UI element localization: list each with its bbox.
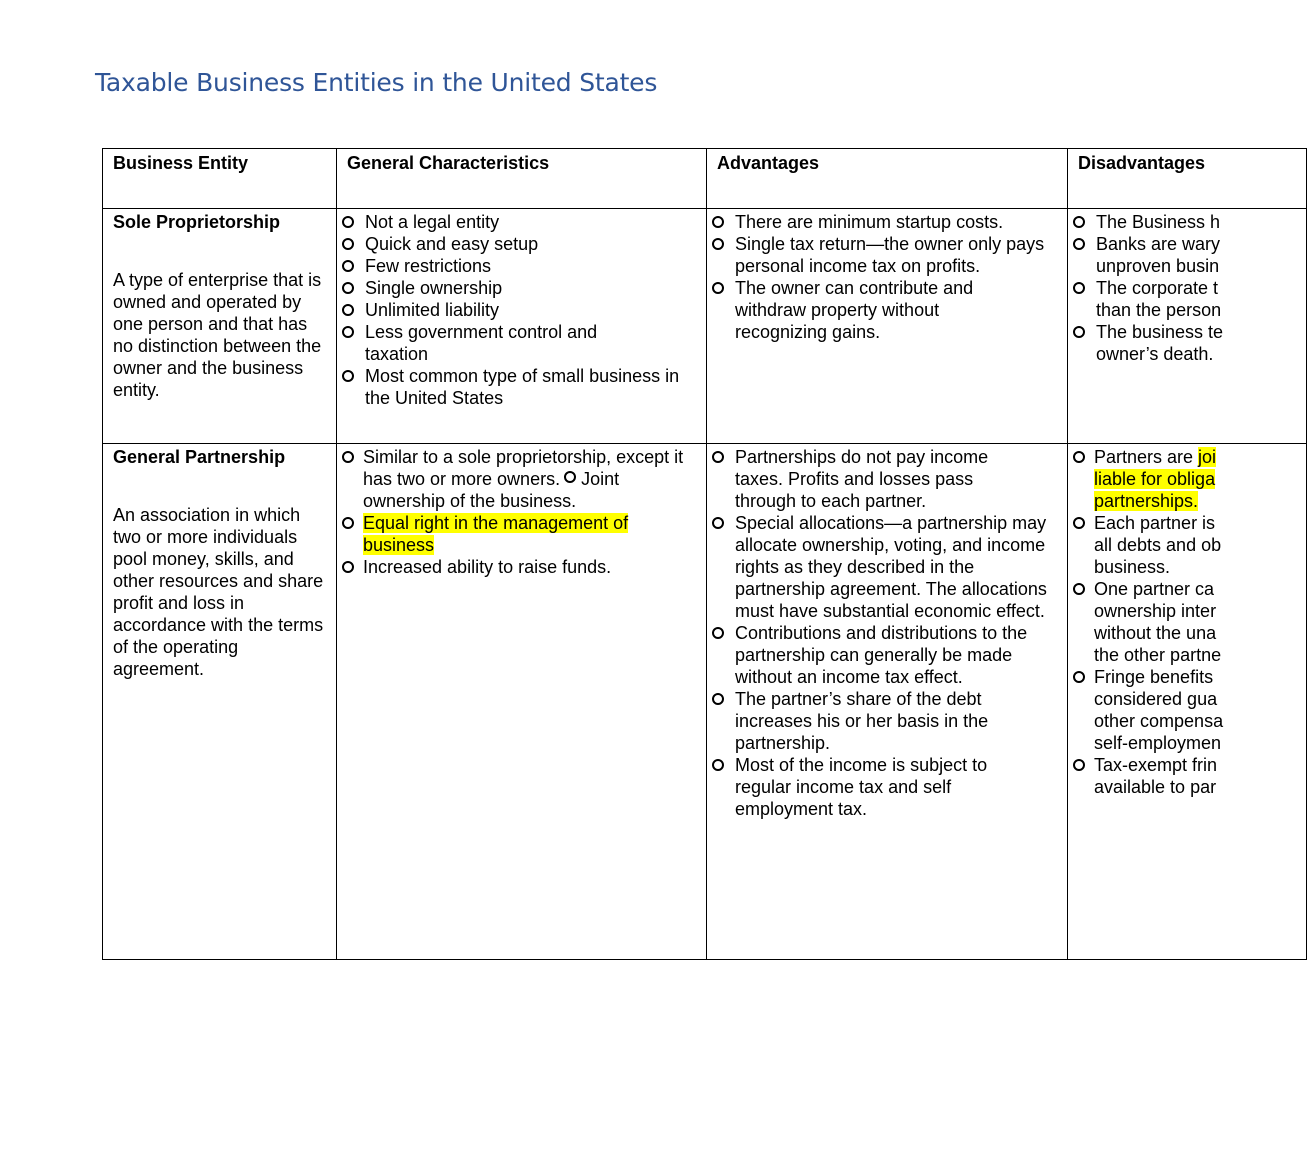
advantages-list bbox=[707, 209, 1067, 343]
list-item bbox=[341, 512, 702, 556]
table-header-row bbox=[103, 149, 1307, 209]
disadvantages-list bbox=[1068, 209, 1306, 365]
list-item bbox=[1072, 578, 1302, 666]
list-item-line: business. bbox=[1094, 557, 1171, 577]
list-item: Unlimited liability bbox=[341, 299, 702, 321]
list-item: Most of the income is subject to regular income tax and self employment tax. bbox=[711, 754, 1063, 820]
list-item: Contributions and distributions to the partnership can generally be made without an income tax effect. bbox=[711, 622, 1063, 688]
header-general-characteristics: General Characteristics bbox=[337, 149, 707, 209]
list-item-line: all debts and ob bbox=[1094, 535, 1222, 555]
advantages-cell bbox=[707, 209, 1068, 444]
list-item: The Business h bbox=[1072, 211, 1302, 233]
list-item-line: unproven busin bbox=[1096, 256, 1220, 276]
list-item: Few restrictions bbox=[341, 255, 702, 277]
highlighted-text: partnerships. bbox=[1094, 491, 1199, 511]
entity-description: A type of enterprise that is owned and operated by one person and that has no distinction between the owner and the business entity. bbox=[113, 270, 322, 400]
list-item bbox=[1072, 446, 1302, 512]
characteristics-cell bbox=[337, 209, 707, 444]
header-disadvantages: Disadvantages bbox=[1068, 149, 1307, 209]
list-item: The partner’s share of the debt increases his or her basis in the partnership. bbox=[711, 688, 1063, 754]
list-item-line: Each partner is bbox=[1094, 513, 1216, 533]
list-item bbox=[1072, 666, 1302, 754]
entities-table-wrapper bbox=[102, 148, 1224, 964]
list-item: The owner can contribute and withdraw property without recognizing gains. bbox=[711, 277, 1063, 343]
list-item-text: Similar to a sole proprietorship, except it has two or more owners. bbox=[363, 447, 684, 489]
list-item-line: considered gua bbox=[1094, 689, 1218, 709]
table-row bbox=[103, 209, 1307, 444]
list-item-line: than the person bbox=[1096, 300, 1222, 320]
list-item: Most common type of small business in the United States bbox=[341, 365, 702, 409]
characteristics-cell bbox=[337, 444, 707, 960]
list-item: Less government control and taxation bbox=[341, 321, 702, 365]
list-item-text: Joint ownership of the business. bbox=[363, 469, 620, 511]
highlighted-text: liable for obliga bbox=[1094, 469, 1216, 489]
list-item-line: The business te bbox=[1096, 322, 1224, 342]
list-item: There are minimum startup costs. bbox=[711, 211, 1063, 233]
characteristics-list bbox=[337, 444, 706, 578]
bullet-icon bbox=[564, 471, 576, 483]
list-item bbox=[1072, 512, 1302, 578]
list-item-line: The corporate t bbox=[1096, 278, 1219, 298]
advantages-list bbox=[707, 444, 1067, 820]
entity-cell bbox=[103, 209, 337, 444]
list-item bbox=[1072, 277, 1302, 321]
list-item-line: Banks are wary bbox=[1096, 234, 1221, 254]
list-item-line: ownership inter bbox=[1094, 601, 1217, 621]
list-item bbox=[1072, 321, 1302, 365]
header-advantages: Advantages bbox=[707, 149, 1068, 209]
list-item: Special allocations—a partnership may allocate ownership, voting, and income rights as they described in the partnership agreement. The allocations must have substantial economic effect. bbox=[711, 512, 1063, 622]
characteristics-list bbox=[337, 209, 706, 409]
list-item: Single ownership bbox=[341, 277, 702, 299]
list-item-line: without the una bbox=[1094, 623, 1217, 643]
entity-cell bbox=[103, 444, 337, 960]
list-item: Not a legal entity bbox=[341, 211, 702, 233]
list-item-line: owner’s death. bbox=[1096, 344, 1214, 364]
list-item-line: Fringe benefits bbox=[1094, 667, 1214, 687]
disadvantages-cell bbox=[1068, 209, 1307, 444]
list-item bbox=[1072, 754, 1302, 798]
highlighted-text: Equal right in the management of business bbox=[363, 513, 629, 555]
list-item: Increased ability to raise funds. bbox=[341, 556, 702, 578]
list-item-line: other compensa bbox=[1094, 711, 1224, 731]
list-item-line: One partner ca bbox=[1094, 579, 1215, 599]
list-item: Single tax return—the owner only pays personal income tax on profits. bbox=[711, 233, 1063, 277]
document-title: Taxable Business Entities in the United States bbox=[95, 68, 658, 97]
list-item: Quick and easy setup bbox=[341, 233, 702, 255]
disadvantages-list bbox=[1068, 444, 1306, 798]
entities-table bbox=[102, 148, 1307, 960]
entity-name: General Partnership bbox=[113, 447, 286, 467]
list-item-line: self-employmen bbox=[1094, 733, 1222, 753]
list-item-line: Tax-exempt frin bbox=[1094, 755, 1218, 775]
header-business-entity: Business Entity bbox=[103, 149, 337, 209]
list-item bbox=[341, 446, 702, 512]
list-item: Partnerships do not pay income taxes. Profits and losses pass through to each partner. bbox=[711, 446, 1063, 512]
table-row bbox=[103, 444, 1307, 960]
disadvantages-cell bbox=[1068, 444, 1307, 960]
advantages-cell bbox=[707, 444, 1068, 960]
highlighted-text: joi bbox=[1198, 447, 1217, 467]
list-item-line: Partners are bbox=[1094, 447, 1199, 467]
entity-description: An association in which two or more individuals pool money, skills, and other resources and share profit and loss in accordance with the terms of the operating agreement. bbox=[113, 505, 324, 679]
list-item bbox=[1072, 233, 1302, 277]
list-item-line: the other partne bbox=[1094, 645, 1222, 665]
entity-name: Sole Proprietorship bbox=[113, 212, 281, 232]
list-item-line: available to par bbox=[1094, 777, 1217, 797]
